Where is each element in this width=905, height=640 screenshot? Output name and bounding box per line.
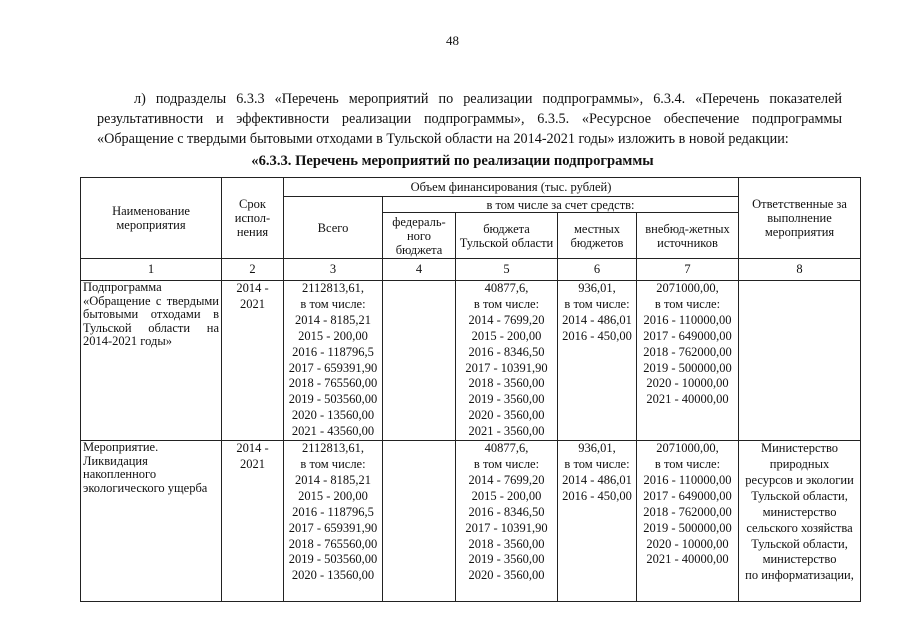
cell-line: 2016 - 8346,50 xyxy=(468,344,545,359)
cell-line: 2019 - 3560,00 xyxy=(468,392,545,407)
cell-line: 2071000,00, xyxy=(656,281,719,295)
cell-line: 40877,6, xyxy=(484,441,529,456)
responsible-cell xyxy=(739,281,861,441)
cell-line: 2020 - 13560,00 xyxy=(291,408,375,423)
cell-line: 2018 - 765560,00 xyxy=(288,376,378,391)
cell-line: 2016 - 110000,00 xyxy=(643,312,732,327)
cell-line: 2019 - 503560,00 xyxy=(288,552,378,567)
header-regional: бюджета Тульской области xyxy=(456,213,558,259)
cell-line: 2015 - 200,00 xyxy=(471,328,542,343)
cell-line: 2112813,61, xyxy=(301,281,365,295)
cell-line: 2021 - 3560,00 xyxy=(468,424,545,439)
cell-line: 2014 - xyxy=(236,281,269,295)
cell-line: в том числе: xyxy=(300,456,366,471)
column-number: 3 xyxy=(284,259,383,281)
cell-line: 2019 - 500000,00 xyxy=(643,360,732,375)
cell-line: 2015 - 200,00 xyxy=(298,328,368,343)
cell-line: 2020 - 10000,00 xyxy=(646,376,729,391)
header-total: Всего xyxy=(284,197,383,259)
cell-line: ресурсов и экологии xyxy=(745,472,854,487)
cell-line: 2014 - 8185,21 xyxy=(294,312,372,327)
extra-cell xyxy=(637,441,739,602)
cell-line: министерство xyxy=(762,552,837,567)
cell-line: 936,01, xyxy=(578,281,616,295)
federal-cell xyxy=(383,281,456,441)
cell-line: 2014 - 486,01 xyxy=(562,472,632,487)
cell-line: в том числе: xyxy=(300,296,366,311)
measure-name: Подпрограмма «Обращение с твердыми бытовыми отходами в Тульской области на 2014-2021 годы» xyxy=(81,281,222,441)
section-heading: «6.3.3. Перечень мероприятий по реализации подпрограммы xyxy=(251,153,654,169)
cell-line: 2016 - 8346,50 xyxy=(468,504,545,519)
cell-line: 2015 - 200,00 xyxy=(298,488,368,503)
cell-line: 2016 - 450,00 xyxy=(562,328,632,343)
cell-line: 2016 - 110000,00 xyxy=(643,472,732,487)
cell-line: 2112813,61, xyxy=(301,441,365,456)
cell-line: 2021 - 43560,00 xyxy=(291,424,375,439)
measures-table xyxy=(80,177,861,602)
cell-line: в том числе: xyxy=(473,296,540,311)
column-number: 2 xyxy=(222,259,284,281)
cell-line: 2016 - 118796,5 xyxy=(292,344,374,359)
cell-line: Тульской области, xyxy=(751,536,848,551)
cell-line: министерство xyxy=(762,504,837,519)
cell-line: 2021 xyxy=(240,296,265,311)
term-cell xyxy=(222,281,284,441)
cell-line: по информатизации, xyxy=(745,568,854,583)
cell-line: 2017 - 649000,00 xyxy=(643,488,732,503)
header-term: Срок испол-нения xyxy=(222,178,284,259)
table-row xyxy=(81,441,861,602)
cell-line: 2017 - 10391,90 xyxy=(465,360,548,375)
cell-line: 2018 - 762000,00 xyxy=(643,504,732,519)
responsible-cell xyxy=(739,441,861,602)
cell-line: 2018 - 3560,00 xyxy=(468,376,545,391)
header-name: Наименование мероприятия xyxy=(81,178,222,259)
cell-line: 2020 - 3560,00 xyxy=(468,568,545,583)
cell-line: 2019 - 500000,00 xyxy=(643,520,732,535)
cell-line: в том числе: xyxy=(654,456,721,471)
header-including: в том числе за счет средств: xyxy=(383,197,739,213)
extra-cell xyxy=(637,281,739,441)
cell-line: 2014 - 7699,20 xyxy=(468,472,545,487)
cell-line: 2017 - 649000,00 xyxy=(643,328,732,343)
table-row xyxy=(81,281,861,441)
total-cell xyxy=(284,441,383,602)
total-cell xyxy=(284,281,383,441)
cell-line: 2017 - 659391,90 xyxy=(288,360,378,375)
cell-line: 936,01, xyxy=(578,441,616,456)
cell-line: в том числе: xyxy=(654,296,721,311)
local-cell xyxy=(558,441,637,602)
cell-line: 2019 - 3560,00 xyxy=(468,552,545,567)
cell-line: 2021 - 40000,00 xyxy=(646,552,729,567)
cell-line: сельского хозяйства xyxy=(746,520,853,535)
header-local: местных бюджетов xyxy=(558,213,637,259)
cell-line: 2020 - 10000,00 xyxy=(646,536,729,551)
cell-line: 2020 - 3560,00 xyxy=(468,408,545,423)
column-number: 1 xyxy=(81,259,222,281)
column-number: 4 xyxy=(383,259,456,281)
measure-name: Мероприятие. Ликвидация накопленного экологического ущерба xyxy=(81,441,222,602)
cell-line: 2021 xyxy=(240,456,265,471)
column-number: 6 xyxy=(558,259,637,281)
cell-line: Министерство xyxy=(760,441,839,456)
cell-line: 2014 - xyxy=(236,441,269,456)
header-federal: федераль-ного бюджета xyxy=(383,213,456,259)
cell-line: 2016 - 450,00 xyxy=(562,488,632,503)
cell-line: 2020 - 13560,00 xyxy=(291,568,375,583)
column-number: 8 xyxy=(739,259,861,281)
column-number: 7 xyxy=(637,259,739,281)
cell-line: 2017 - 659391,90 xyxy=(288,520,378,535)
cell-line: природных xyxy=(769,456,830,471)
header-responsible: Ответственные за выполнение мероприятия xyxy=(739,178,861,259)
header-funding: Объем финансирования (тыс. рублей) xyxy=(284,178,739,197)
federal-cell xyxy=(383,441,456,602)
cell-line: 2015 - 200,00 xyxy=(471,488,542,503)
page-number: 48 xyxy=(446,33,459,48)
header-extra: внебюд-жетных источников xyxy=(637,213,739,259)
cell-line: 40877,6, xyxy=(484,281,529,295)
cell-line: 2014 - 486,01 xyxy=(562,312,632,327)
regional-cell xyxy=(456,281,558,441)
column-number: 5 xyxy=(456,259,558,281)
cell-line: в том числе: xyxy=(473,456,540,471)
cell-line: в том числе: xyxy=(564,296,630,311)
cell-line: 2014 - 7699,20 xyxy=(468,312,545,327)
local-cell xyxy=(558,281,637,441)
cell-line: 2019 - 503560,00 xyxy=(288,392,378,407)
cell-line: 2018 - 765560,00 xyxy=(288,536,378,551)
cell-line: 2014 - 8185,21 xyxy=(294,472,372,487)
cell-line: 2071000,00, xyxy=(656,441,719,456)
cell-line: 2017 - 10391,90 xyxy=(465,520,548,535)
regional-cell xyxy=(456,441,558,602)
term-cell xyxy=(222,441,284,602)
cell-line: 2016 - 118796,5 xyxy=(292,504,374,519)
cell-line: 2018 - 3560,00 xyxy=(468,536,545,551)
intro-paragraph: л) подразделы 6.3.3 «Перечень мероприятий по реализации подпрограммы», 6.3.4. «Перечень показателей результативности и эффективности реализации подпрограммы», 6.3.5. «Ресурсное обеспечение подпрограммы «Обращение с твердыми бытовыми отходами в Тульской области на 2014-2021 годы» изложить в новой редакции: xyxy=(97,91,842,147)
cell-line: Тульской области, xyxy=(751,488,848,503)
cell-line: 2021 - 40000,00 xyxy=(646,392,729,407)
cell-line: в том числе: xyxy=(564,456,630,471)
cell-line: 2018 - 762000,00 xyxy=(643,344,732,359)
